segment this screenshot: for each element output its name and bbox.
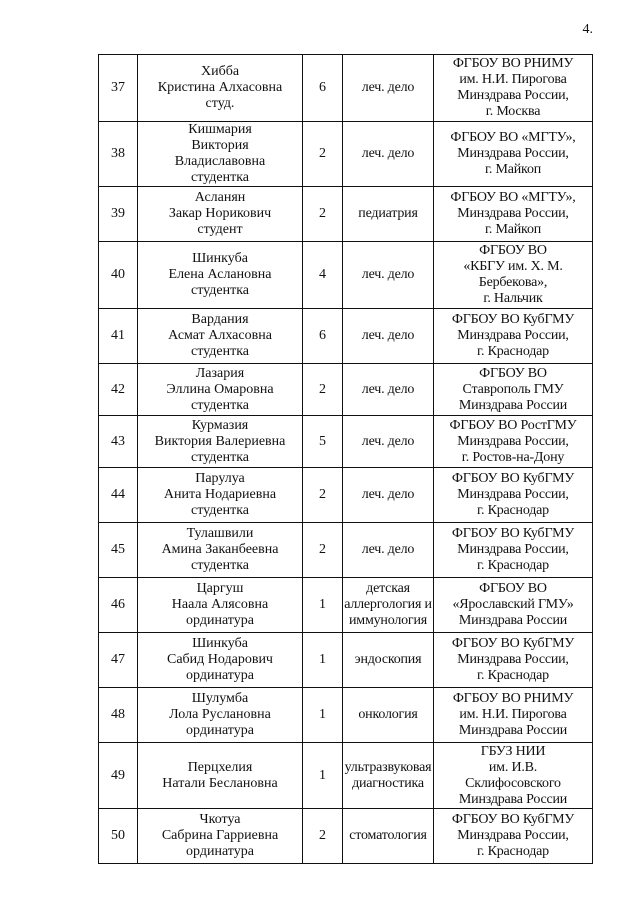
page-number: 4. <box>582 22 593 37</box>
university: ФГБОУ ВО «КБГУ им. Х. М. Бербекова», г. Нальчик <box>434 242 593 309</box>
person-name: Хибба Кристина Алхасовна студ. <box>138 55 303 122</box>
person-name: Кишмария Виктория Владиславовна студентка <box>138 122 303 187</box>
row-number: 45 <box>99 523 138 578</box>
table-row <box>99 578 593 633</box>
specialty: педиатрия <box>343 187 434 242</box>
person-name: Лазария Эллина Омаровна студентка <box>138 364 303 416</box>
row-number: 42 <box>99 364 138 416</box>
table-row <box>99 468 593 523</box>
person-name: Царгуш Наала Алясовна ординатура <box>138 578 303 633</box>
table-row <box>99 416 593 468</box>
course-year: 1 <box>303 633 343 688</box>
specialty: ультразвуковая диагностика <box>343 743 434 809</box>
university: ФГБОУ ВО КубГМУ Минздрава России, г. Краснодар <box>434 633 593 688</box>
course-year: 2 <box>303 523 343 578</box>
table-row <box>99 242 593 309</box>
specialty: онкология <box>343 688 434 743</box>
specialty: леч. дело <box>343 364 434 416</box>
row-number: 46 <box>99 578 138 633</box>
university: ФГБОУ ВО РНИМУ им. Н.И. Пирогова Минздрава России, г. Москва <box>434 55 593 122</box>
specialty: леч. дело <box>343 523 434 578</box>
table-row <box>99 743 593 809</box>
specialty: леч. дело <box>343 55 434 122</box>
table-row <box>99 122 593 187</box>
university: ФГБОУ ВО КубГМУ Минздрава России, г. Краснодар <box>434 309 593 364</box>
row-number: 39 <box>99 187 138 242</box>
table-row <box>99 633 593 688</box>
row-number: 43 <box>99 416 138 468</box>
university: ГБУЗ НИИ им. И.В. Склифосовского Минздрава России <box>434 743 593 809</box>
specialty: леч. дело <box>343 416 434 468</box>
university: ФГБОУ ВО Ставрополь ГМУ Минздрава России <box>434 364 593 416</box>
course-year: 2 <box>303 809 343 864</box>
person-name: Шинкуба Сабид Нодарович ординатура <box>138 633 303 688</box>
university: ФГБОУ ВО КубГМУ Минздрава России, г. Краснодар <box>434 809 593 864</box>
table-row <box>99 55 593 122</box>
course-year: 2 <box>303 187 343 242</box>
specialty: эндоскопия <box>343 633 434 688</box>
university: ФГБОУ ВО «Ярославский ГМУ» Минздрава России <box>434 578 593 633</box>
course-year: 6 <box>303 309 343 364</box>
course-year: 1 <box>303 578 343 633</box>
person-name: Вардания Асмат Алхасовна студентка <box>138 309 303 364</box>
course-year: 5 <box>303 416 343 468</box>
specialty: леч. дело <box>343 309 434 364</box>
specialty: леч. дело <box>343 468 434 523</box>
row-number: 41 <box>99 309 138 364</box>
row-number: 44 <box>99 468 138 523</box>
table-row <box>99 688 593 743</box>
person-name: Перцхелия Натали Беслановна <box>138 743 303 809</box>
person-name: Асланян Закар Норикович студент <box>138 187 303 242</box>
table-row <box>99 187 593 242</box>
row-number: 48 <box>99 688 138 743</box>
specialty: леч. дело <box>343 122 434 187</box>
course-year: 4 <box>303 242 343 309</box>
row-number: 38 <box>99 122 138 187</box>
university: ФГБОУ ВО КубГМУ Минздрава России, г. Краснодар <box>434 468 593 523</box>
specialty: леч. дело <box>343 242 434 309</box>
university: ФГБОУ ВО РНИМУ им. Н.И. Пирогова Минздрава России <box>434 688 593 743</box>
row-number: 50 <box>99 809 138 864</box>
row-number: 49 <box>99 743 138 809</box>
row-number: 47 <box>99 633 138 688</box>
participants-table-body <box>99 55 593 864</box>
table-row <box>99 523 593 578</box>
table-row <box>99 364 593 416</box>
course-year: 2 <box>303 364 343 416</box>
row-number: 40 <box>99 242 138 309</box>
university: ФГБОУ ВО КубГМУ Минздрава России, г. Краснодар <box>434 523 593 578</box>
specialty: стоматология <box>343 809 434 864</box>
course-year: 1 <box>303 743 343 809</box>
person-name: Парулуа Анита Нодариевна студентка <box>138 468 303 523</box>
person-name: Шинкуба Елена Аслановна студентка <box>138 242 303 309</box>
university: ФГБОУ ВО «МГТУ», Минздрава России, г. Майкоп <box>434 122 593 187</box>
person-name: Шулумба Лола Руслановна ординатура <box>138 688 303 743</box>
course-year: 2 <box>303 468 343 523</box>
university: ФГБОУ ВО «МГТУ», Минздрава России, г. Майкоп <box>434 187 593 242</box>
person-name: Курмазия Виктория Валериевна студентка <box>138 416 303 468</box>
participants-table <box>98 54 593 864</box>
person-name: Чкотуа Сабрина Гарриевна ординатура <box>138 809 303 864</box>
course-year: 6 <box>303 55 343 122</box>
university: ФГБОУ ВО РостГМУ Минздрава России, г. Ростов-на-Дону <box>434 416 593 468</box>
course-year: 2 <box>303 122 343 187</box>
person-name: Тулашвили Амина Заканбеевна студентка <box>138 523 303 578</box>
table-row <box>99 809 593 864</box>
specialty: детская аллергология и иммунология <box>343 578 434 633</box>
course-year: 1 <box>303 688 343 743</box>
table-row <box>99 309 593 364</box>
row-number: 37 <box>99 55 138 122</box>
